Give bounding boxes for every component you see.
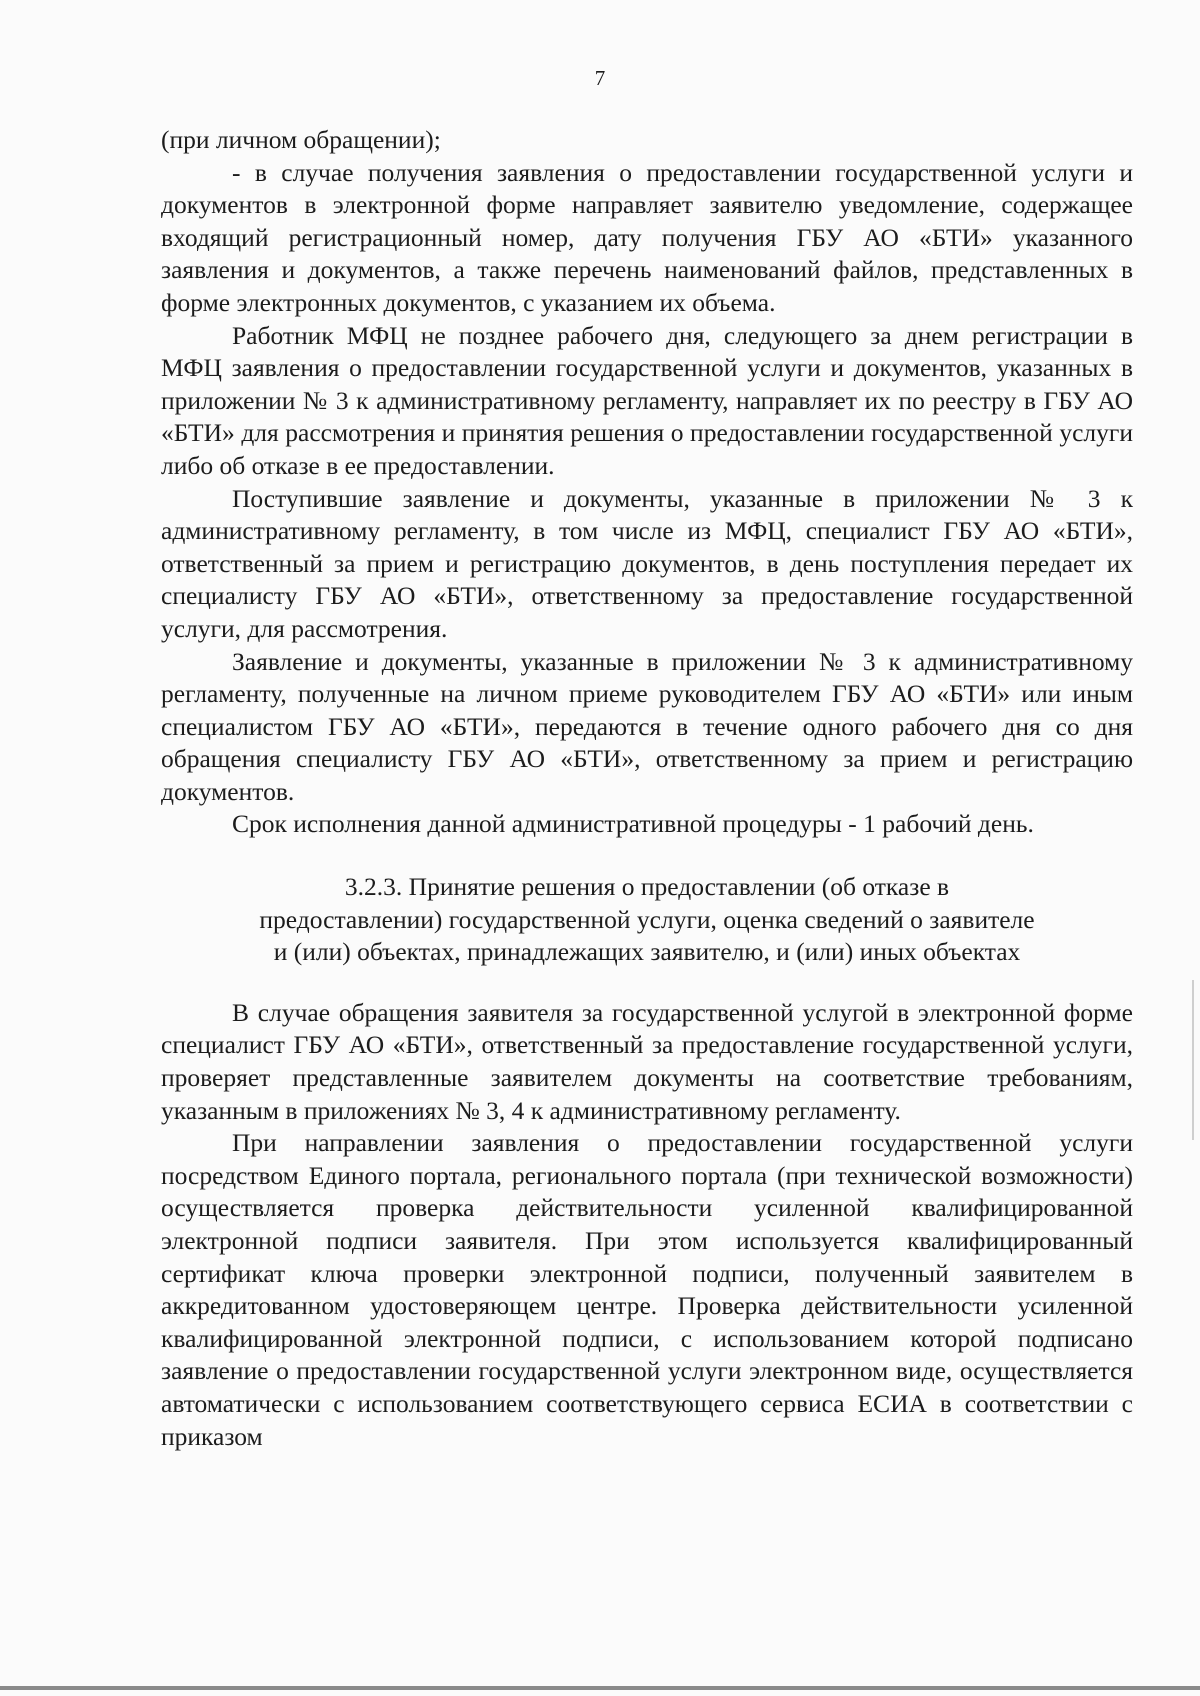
paragraph-5: Заявление и документы, указанные в приложении № 3 к административному регламенту, полученные на личном приеме руководителем ГБУ АО «БТИ» или иным специалистом ГБУ АО «БТИ», передаются в течение одного рабочего дня со дня обращения специалисту ГБУ АО «БТИ», ответственному за прием и регистрацию документов. — [161, 646, 1133, 806]
paragraph-6: Срок исполнения данной административной процедуры - 1 рабочий день. — [232, 809, 1034, 839]
section-paragraph-2: При направлении заявления о предоставлении государственной услуги посредством Единого портала, регионального портала (при технической возможности) осуществляется проверка действительности усиленной квалифицированной электронной подписи заявителя. При этом используется квалифицированный сертификат ключа проверки электронной подписи, полученный заявителем в аккредитованном удостоверяющем центре. Проверка действительности усиленной квалифицированной электронной подписи, с использованием которой подписано заявление о предоставлении государственной услуги электронном виде, осуществляется автоматически с использованием соответствующего сервиса ЕСИА в соответствии с приказом — [161, 1128, 1133, 1451]
section-heading: 3.2.3. Принятие решения о предоставлении (об отказе в предоставлении) государственной услуги, оценка сведений о заявителе и (или) объектах, принадлежащих заявителю, и (или) иных объектах — [259, 872, 1035, 967]
paragraph-1: (при личном обращении); — [161, 125, 441, 154]
section-paragraph-1: В случае обращения заявителя за государственной услугой в электронной форме специалист ГБУ АО «БТИ», ответственный за предоставление государственной услуги, проверяет представленные заявителем документы на соответствие требованиям, указанным в приложениях № 3, 4 к административному регламенту. — [161, 997, 1133, 1125]
paragraph-4: Поступившие заявление и документы, указанные в приложении № 3 к административному регламенту, в том числе из МФЦ, специалист ГБУ АО «БТИ», ответственный за прием и регистрацию документов, в день поступления передает их специалисту ГБУ АО «БТИ», ответственному за предоставление государственной услуги, для рассмотрения. — [161, 483, 1133, 643]
page-number: 7 — [594, 66, 606, 90]
document-body — [161, 124, 1133, 1453]
paragraph-2: - в случае получения заявления о предоставлении государственной услуги и документов в электронной форме направляет заявителю уведомление, содержащее входящий регистрационный номер, дату получения ГБУ АО «БТИ» указанного заявления и документов, а также перечень наименований файлов, представленных в форме электронных документов, с указанием их объема. — [161, 157, 1133, 317]
paragraph-3: Работник МФЦ не позднее рабочего дня, следующего за днем регистрации в МФЦ заявления о предоставлении государственной услуги и документов, указанных в приложении № 3 к административному регламенту, направляет их по реестру в ГБУ АО «БТИ» для рассмотрения и принятия решения о предоставлении государственной услуги либо об отказе в ее предоставлении. — [161, 320, 1133, 480]
scan-edge-mark — [1192, 980, 1194, 1140]
scan-bottom-edge — [0, 1686, 1200, 1690]
